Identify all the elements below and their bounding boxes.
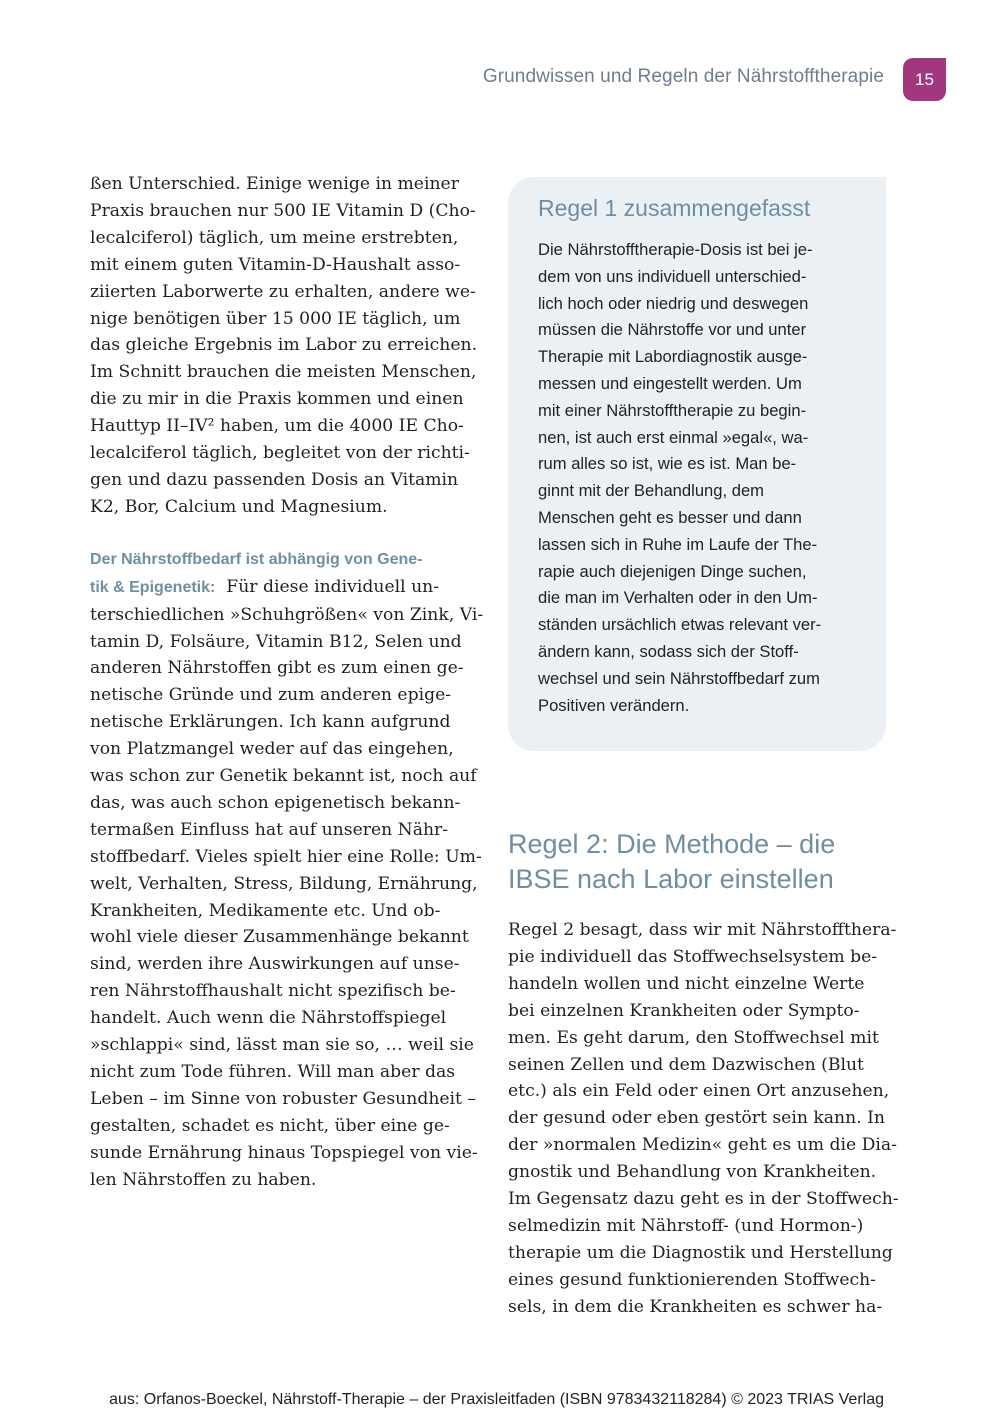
text-line: netische Erklärungen. Ich kann aufgrund [90, 712, 451, 733]
text-line: die zu mir in die Praxis kommen und einen [90, 389, 464, 410]
text-line: eines gesund funktionierenden Stoffwech- [508, 1269, 876, 1290]
text-line: mit einem guten Vitamin-D-Haushalt asso- [90, 254, 461, 275]
text-line: therapie um die Diagnostik und Herstellung [508, 1242, 893, 1263]
text-line: gestalten, schadet es nicht, über eine ge- [90, 1115, 450, 1136]
text-line: terschiedlichen »Schuhgrößen« von Zink, Vi- [90, 604, 484, 625]
text-line: ginnt mit der Behandlung, dem [538, 481, 765, 501]
text-line: Im Schnitt brauchen die meisten Menschen, [90, 362, 477, 383]
text-line: Therapie mit Labordiagnostik ausge- [538, 347, 808, 367]
run-in-heading: tik & Epigenetik: [90, 578, 216, 596]
text-line: bei einzelnen Krankheiten oder Sympto- [508, 1000, 860, 1021]
text-line [90, 546, 468, 574]
text-line: ßen Unterschied. Einige wenige in meiner [90, 174, 459, 194]
text-line: Regel 2 besagt, dass wir mit Nährstoffthera- [508, 920, 897, 940]
text-line: der »normalen Medizin« geht es um die Dia- [508, 1135, 897, 1156]
footer-citation: aus: Orfanos-Boeckel, Nährstoff-Therapie – der Praxisleitfaden (ISBN 9783432118284) © 2023 TRIAS Verlag [109, 1391, 884, 1408]
text-line: selmedizin mit Nährstoff- (und Hormon-) [508, 1215, 864, 1236]
text-line: lassen sich in Ruhe im Laufe der The- [538, 534, 818, 554]
text-line: nige benötigen über 15 000 IE täglich, um [90, 308, 461, 329]
text-line: lecalciferol täglich, begleitet von der richti- [90, 443, 470, 464]
text-line: »schlappi« sind, lässt man sie so, … weil sie [90, 1035, 474, 1056]
run-in-heading: Der Nährstoffbedarf ist abhängig von Gene- [90, 550, 423, 568]
text-line: tamin D, Folsäure, Vitamin B12, Selen und [90, 631, 462, 652]
text-line: seinen Zellen und dem Dazwischen (Blut [508, 1054, 864, 1075]
running-header: Grundwissen und Regeln der Nährstofftherapie [482, 66, 884, 87]
text-line: lecalciferol) täglich, um meine erstrebten, [90, 227, 459, 248]
text-line: Menschen geht es besser und dann [538, 507, 802, 527]
page-number-badge: 15 [903, 58, 946, 101]
text-line: müssen die Nährstoffe vor und unter [538, 320, 807, 340]
text-line: die man im Verhalten oder in den Um- [538, 588, 818, 608]
summary-box-body [538, 237, 821, 719]
text-line: Praxis brauchen nur 500 IE Vitamin D (Cho- [90, 200, 476, 221]
text-line: lich hoch oder niedrig und deswegen [538, 293, 809, 313]
text-line: mit einer Nährstofftherapie zu begin- [538, 400, 807, 420]
text-line: netische Gründe und zum anderen epige- [90, 685, 452, 706]
text-line: stoffbedarf. Vieles spielt hier eine Rolle: Um- [90, 846, 482, 867]
text-line: etc.) als ein Feld oder einen Ort anzusehen, [508, 1081, 890, 1102]
text-line: das, was auch schon epigenetisch bekann- [90, 792, 461, 813]
text-line: wechsel und sein Nährstoffbedarf zum [538, 668, 820, 688]
text-line: rum alles so ist, wie es ist. Man be- [538, 454, 797, 474]
text-line: gnostik und Behandlung von Krankheiten. [508, 1162, 877, 1183]
text-line: Positiven verändern. [538, 695, 690, 715]
text-line: anderen Nährstoffen gibt es zum einen ge- [90, 658, 464, 679]
genetics-paragraph [90, 546, 484, 1194]
text-line: nen, ist auch erst einmal »egal«, wa- [538, 427, 809, 447]
section-heading [508, 827, 835, 897]
text-line: ständen ursächlich etwas relevant ver- [538, 615, 822, 635]
text-line: was schon zur Genetik bekannt ist, noch auf [90, 766, 477, 787]
text-line: welt, Verhalten, Stress, Bildung, Ernährung, [90, 873, 478, 894]
text-line: len Nährstoffen zu haben. [90, 1169, 317, 1190]
text-line: ziierten Laborwerte zu erhalten, andere we- [90, 281, 476, 302]
text-line: sind, werden ihre Auswirkungen auf unse- [90, 954, 460, 975]
text-line: rapie auch diejenigen Dinge suchen, [538, 561, 807, 581]
text-line: Hauttyp II–IV² haben, um die 4000 IE Cho- [90, 416, 464, 437]
text-line [90, 574, 468, 602]
text-line: gen und dazu passenden Dosis an Vitamin [90, 469, 459, 490]
text-fragment: Für diese individuell un- [226, 576, 440, 597]
intro-paragraph [90, 171, 478, 521]
text-line: Im Gegensatz dazu geht es in der Stoffwech- [508, 1189, 899, 1210]
text-line: Krankheiten, Medikamente etc. Und ob- [90, 900, 441, 921]
text-line: ren Nährstoffhaushalt nicht spezifisch be- [90, 981, 456, 1002]
text-line: wohl viele dieser Zusammenhänge bekannt [90, 927, 469, 948]
text-line: ändern kann, sodass sich der Stoff- [538, 641, 799, 661]
left-column [90, 171, 484, 1194]
text-line: der gesund oder eben gestört sein kann. In [508, 1108, 885, 1129]
text-line: pie individuell das Stoffwechselsystem be- [508, 946, 878, 967]
text-line: handelt. Auch wenn die Nährstoffspiegel [90, 1008, 447, 1029]
text-line: dem von uns individuell unterschied- [538, 266, 807, 286]
text-line: K2, Bor, Calcium und Magnesium. [90, 496, 388, 517]
text-line: sunde Ernährung hinaus Topspiegel von vie- [90, 1142, 478, 1163]
text-line: das gleiche Ergebnis im Labor zu erreichen. [90, 335, 478, 356]
section-heading-line: Regel 2: Die Methode – die [508, 829, 836, 859]
text-line: handeln wollen und nicht einzelne Werte [508, 973, 865, 994]
summary-box-title: Regel 1 zusammengefasst [538, 195, 811, 221]
section-body [508, 917, 899, 1321]
text-line: Leben – im Sinne von robuster Gesundheit – [90, 1088, 477, 1109]
text-line: nicht zum Tode führen. Will man aber das [90, 1062, 456, 1082]
text-line: men. Es geht darum, den Stoffwechsel mit [508, 1027, 879, 1048]
text-line: messen und eingestellt werden. Um [538, 373, 802, 393]
text-line: sels, in dem die Krankheiten es schwer ha- [508, 1296, 883, 1317]
text-line: Die Nährstofftherapie-Dosis ist bei je- [538, 240, 813, 259]
text-line: von Platzmangel weder auf das eingehen, [90, 739, 454, 760]
section-heading-line: IBSE nach Labor einstellen [508, 864, 834, 894]
text-line: termaßen Einfluss hat auf unseren Nähr- [90, 819, 449, 840]
